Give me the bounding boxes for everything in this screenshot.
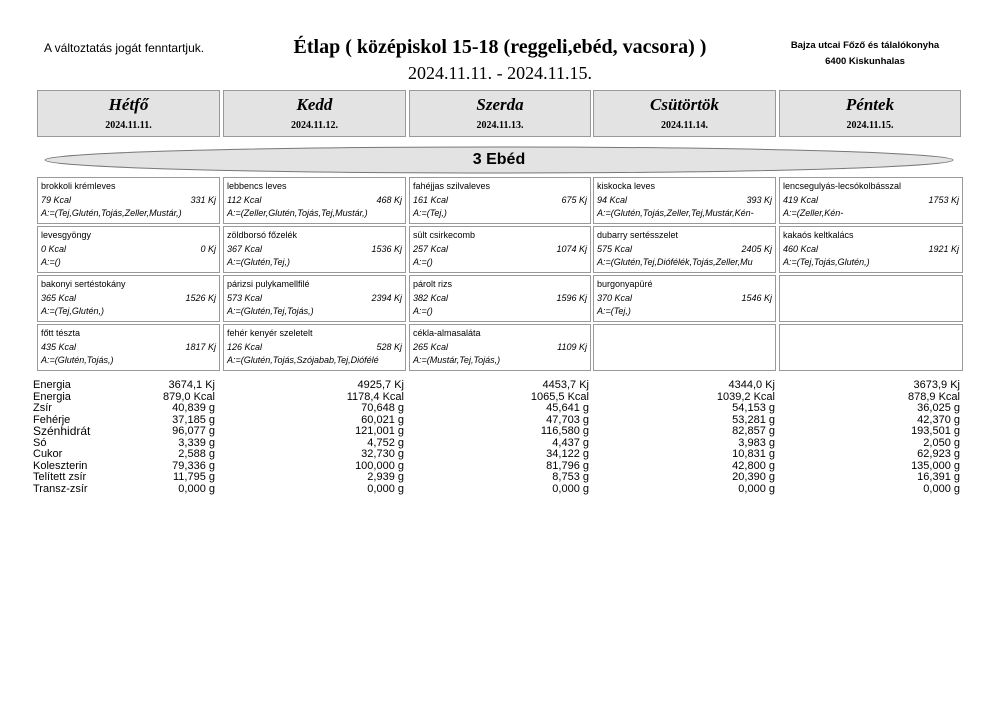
nutrition-row [33,472,963,484]
nutrient-value: 16,391 g [917,471,960,483]
allergens: A:=(Tej,) [413,208,447,218]
menu-grid [37,177,963,373]
nutrient-value: 32,730 g [361,448,404,460]
nutrient-value: 4925,7 Kj [357,379,404,391]
day-date: 2024.11.11. [105,120,152,131]
menu-item [37,275,220,322]
nutrient-value: 2,588 g [178,448,215,460]
kitchen-city: 6400 Kiskunhalas [825,56,905,67]
day-name: Kedd [296,95,333,114]
nutrient-value: 96,077 g [172,425,215,437]
kcal-value: 367 Kcal [227,244,263,254]
energy-line [597,291,772,305]
nutrient-value: 0,000 g [178,482,215,495]
nutrient-value: 1178,4 Kcal [346,390,404,403]
day-name: Szerda [476,95,524,114]
kitchen-info [770,38,960,70]
kcal-value: 382 Kcal [413,293,449,303]
nutrient-value: 4,752 g [367,436,404,449]
kcal-value: 126 Kcal [227,342,263,352]
allergens: A:=(Glutén,Tojás,Zeller,Tej,Mustár,Kén- [597,208,754,218]
nutrient-label: Cukor [33,448,63,460]
dish-name: főtt tészta [41,328,81,338]
menu-item [37,324,220,371]
energy-line [413,242,587,256]
day-header-friday [779,90,961,137]
nutrient-value: 3673,9 Kj [913,379,960,391]
nutrient-value: 193,501 g [911,425,960,437]
nutrient-value: 1039,2 Kcal [716,390,775,403]
nutrient-value: 36,025 g [917,402,960,414]
allergens: A:=() [413,257,433,267]
kj-value: 528 Kj [376,342,402,352]
nutrient-value: 8,753 g [552,471,589,483]
nutrient-label: Koleszterin [33,459,88,472]
kcal-value: 257 Kcal [413,244,449,254]
dish-name: brokkoli krémleves [41,181,116,191]
nutrient-value: 3,339 g [178,436,215,449]
kcal-value: 370 Kcal [597,293,633,303]
nutrient-value: 62,923 g [917,448,960,460]
day-date: 2024.11.15. [846,120,894,131]
allergens: A:=() [413,306,433,316]
kj-value: 2394 Kj [371,293,402,303]
dish-name: burgonyapüré [597,279,653,289]
nutrient-value: 2,939 g [367,471,404,483]
kj-value: 393 Kj [746,195,772,205]
menu-item [223,177,406,224]
nutrient-value: 2,050 g [923,436,960,449]
kcal-value: 419 Kcal [783,195,819,205]
energy-line [783,242,959,256]
menu-item-empty [779,324,963,371]
nutrition-row [33,403,963,415]
nutrient-value: 60,021 g [361,413,404,426]
nutrient-value: 4,437 g [552,436,589,449]
nutrition-row [33,484,963,496]
allergens: A:=(Glutén,Tojás,) [41,355,114,365]
allergens: A:=(Mustár,Tej,Tojás,) [413,355,501,365]
nutrient-value: 79,336 g [172,459,215,472]
menu-item [409,275,591,322]
nutrient-value: 42,800 g [732,459,775,472]
energy-line [413,291,587,305]
dish-name: bakonyi sertéstokány [41,279,126,289]
menu-item-empty [593,324,776,371]
kj-value: 1074 Kj [556,244,587,254]
day-name: Csütörtök [650,95,719,114]
menu-item [223,275,406,322]
day-name: Hétfő [108,95,149,114]
nutrient-value: 10,831 g [732,448,775,460]
nutrition-row [33,426,963,438]
allergens: A:=(Zeller,Kén- [783,208,844,218]
allergens: A:=(Tej,Glutén,Tojás,Zeller,Mustár,) [41,208,182,218]
kcal-value: 0 Kcal [41,244,67,254]
disclaimer-note: A változtatás jogát fenntartjuk. [44,41,205,55]
meal-banner [44,146,954,174]
kj-value: 1753 Kj [928,195,959,205]
kj-value: 1536 Kj [371,244,402,254]
kj-value: 1817 Kj [185,342,216,352]
nutrient-value: 37,185 g [172,413,215,426]
day-date: 2024.11.14. [661,120,708,131]
energy-line [227,291,402,305]
day-header-tuesday [223,90,406,137]
day-header-row [37,90,961,137]
day-name: Péntek [845,95,895,114]
kcal-value: 573 Kcal [227,293,263,303]
kcal-value: 435 Kcal [41,342,77,352]
kj-value: 1526 Kj [185,293,216,303]
nutrient-value: 0,000 g [923,482,960,495]
dish-name: kakaós keltkalács [783,230,854,240]
kcal-value: 94 Kcal [597,195,628,205]
dish-name: kiskocka leves [597,181,656,191]
energy-line [41,340,216,354]
nutrient-value: 3,983 g [738,436,775,449]
energy-line [41,242,216,256]
allergens: A:=(Glutén,Tej,) [227,257,290,267]
allergens: A:=(Glutén,Tej,Diófélék,Tojás,Zeller,Mu [597,257,753,267]
kj-value: 1109 Kj [557,342,587,352]
nutrient-value: 879,0 Kcal [163,390,215,403]
kcal-value: 265 Kcal [413,342,449,352]
dish-name: zöldborsó főzelék [227,230,298,240]
menu-item [37,226,220,273]
day-header-thursday [593,90,776,137]
nutrient-value: 116,580 g [540,425,589,437]
menu-item [223,226,406,273]
nutrient-value: 82,857 g [732,425,775,437]
menu-item-empty [779,275,963,322]
menu-item [409,177,591,224]
nutrient-value: 54,153 g [732,402,775,414]
nutrient-value: 47,703 g [546,413,589,426]
dish-name: lencsegulyás-lecsókolbásszal [783,181,902,191]
nutrient-value: 40,839 g [172,402,215,414]
nutrient-label: Zsír [33,402,52,414]
meal-label: 3 Ebéd [472,151,526,168]
day-date: 2024.11.12. [291,120,338,131]
nutrition-row [33,438,963,450]
nutrient-label: Energia [33,390,71,403]
menu-item [223,324,406,371]
allergens: A:=(Glutén,Tej,Tojás,) [227,306,314,316]
nutrient-label: Transz-zsír [33,482,88,495]
kcal-value: 112 Kcal [227,195,262,205]
kj-value: 331 Kj [190,195,216,205]
kj-value: 1546 Kj [741,293,772,303]
day-header-wednesday [409,90,591,137]
nutrient-label: Telített zsír [33,471,87,483]
menu-item [779,226,963,273]
dish-name: dubarry sertésszelet [597,230,679,240]
nutrient-label: Szénhidrát [33,424,91,438]
nutrient-value: 100,000 g [355,459,404,472]
nutrition-table [33,380,963,495]
dish-name: fehér kenyér szeletelt [227,328,313,338]
dish-name: cékla-almasaláta [413,328,481,338]
energy-line [227,340,402,354]
nutrient-value: 135,000 g [911,459,960,472]
menu-item [409,226,591,273]
allergens: A:=(Tej,Tojás,Glutén,) [783,257,870,267]
kj-value: 2405 Kj [741,244,772,254]
nutrient-value: 4453,7 Kj [542,379,589,391]
menu-item [593,226,776,273]
nutrient-value: 70,648 g [361,402,404,414]
day-header-monday [37,90,220,137]
nutrient-value: 0,000 g [552,482,589,495]
nutrient-value: 20,390 g [732,471,775,483]
energy-line [413,340,587,354]
allergens: A:=(Tej,) [597,306,631,316]
kitchen-name: Bajza utcai Főző és tálalókonyha [790,40,940,51]
nutrition-row [33,449,963,461]
allergens: A:=(Tej,Glutén,) [41,306,104,316]
energy-line [41,291,216,305]
kj-value: 1596 Kj [556,293,587,303]
menu-item [593,275,776,322]
nutrient-value: 53,281 g [732,413,775,426]
nutrient-value: 11,795 g [172,471,215,483]
nutrient-value: 42,370 g [917,413,960,426]
dish-name: sült csirkecomb [413,230,476,240]
kcal-value: 79 Kcal [41,195,72,205]
energy-line [413,193,587,207]
kj-value: 468 Kj [376,195,402,205]
nutrient-value: 3674,1 Kj [168,379,215,391]
dish-name: lebbencs leves [227,181,287,191]
day-date: 2024.11.13. [476,120,524,131]
kj-value: 1921 Kj [928,244,959,254]
allergens: A:=() [41,257,61,267]
nutrient-value: 45,641 g [546,402,589,414]
nutrient-value: 0,000 g [738,482,775,495]
page-title: Étlap ( középiskol 15-18 (reggeli,ebéd, vacsora) ) [293,36,707,58]
allergens: A:=(Zeller,Glutén,Tojás,Tej,Mustár,) [227,208,368,218]
kj-value: 675 Kj [561,195,587,205]
dish-name: fahéjjas szilvaleves [413,181,491,191]
nutrient-value: 81,796 g [546,459,589,472]
energy-line [227,193,402,207]
date-range: 2024.11.11. - 2024.11.15. [408,63,592,83]
energy-line [597,193,772,207]
nutrient-value: 878,9 Kcal [908,390,960,403]
menu-item [593,177,776,224]
energy-line [41,193,216,207]
nutrient-value: 0,000 g [367,482,404,495]
nutrient-value: 34,122 g [546,448,589,460]
nutrient-label: Fehérje [33,413,71,426]
energy-line [597,242,772,256]
kj-value: 0 Kj [200,244,216,254]
nutrient-value: 4344,0 Kj [728,379,775,391]
energy-line [783,193,959,207]
nutrient-label: Energia [33,379,71,391]
kcal-value: 575 Kcal [597,244,633,254]
energy-line [227,242,402,256]
menu-item [409,324,591,371]
kcal-value: 460 Kcal [783,244,819,254]
allergens: A:=(Glutén,Tojás,Szójabab,Tej,Diófélé [227,355,379,365]
dish-name: levesgyöngy [41,230,92,240]
nutrient-value: 1065,5 Kcal [530,390,589,403]
menu-item [37,177,220,224]
dish-name: párolt rizs [413,279,453,289]
nutrition-row [33,380,963,392]
nutrient-value: 121,001 g [355,425,404,437]
nutrient-label: Só [33,436,47,449]
kcal-value: 365 Kcal [41,293,77,303]
kcal-value: 161 Kcal [413,195,449,205]
dish-name: párizsi pulykamellfilé [227,279,310,289]
menu-item [779,177,963,224]
